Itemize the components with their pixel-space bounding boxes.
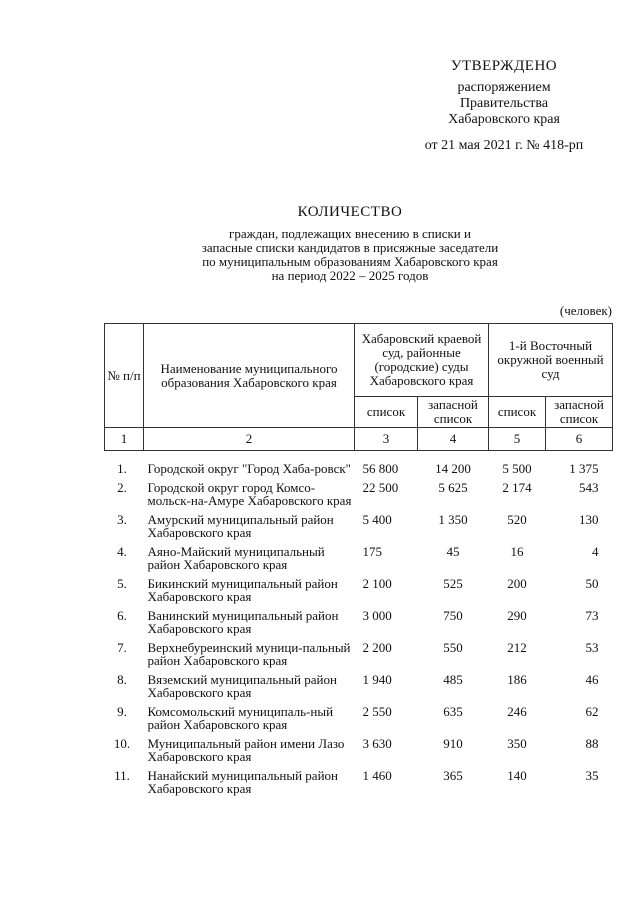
row-number: 11.	[114, 768, 130, 783]
unit-label: (человек)	[559, 303, 612, 318]
row-name: Городской округ "Город Хаба-ровск"	[147, 461, 351, 476]
approval-line-3: Хабаровского края	[448, 112, 560, 127]
row-reserve-military: 1 375	[569, 461, 599, 476]
row-number: 5.	[117, 576, 127, 591]
row-number: 6.	[117, 608, 127, 623]
row-reserve-military: 35	[585, 768, 599, 783]
row-reserve-regional: 525	[443, 576, 463, 591]
approval-stamp	[400, 58, 608, 154]
document-title	[140, 205, 560, 283]
col-number: 3	[355, 428, 418, 451]
table-row	[105, 769, 613, 801]
row-number: 3.	[117, 512, 127, 527]
row-reserve-military: 130	[579, 512, 599, 527]
row-reserve-regional: 910	[443, 736, 463, 751]
row-reserve-military: 73	[585, 608, 599, 623]
row-list-regional: 1 460	[362, 768, 392, 783]
row-reserve-military: 50	[585, 576, 599, 591]
table-row	[105, 462, 613, 481]
row-reserve-regional: 550	[443, 640, 463, 655]
col-number: 1	[105, 428, 144, 451]
row-reserve-regional: 635	[443, 704, 463, 719]
header-reserve-1: запасной список	[418, 397, 489, 428]
table-row	[105, 641, 613, 673]
row-reserve-regional: 750	[443, 608, 463, 623]
title-line-3: по муниципальным образованиям Хабаровского края	[202, 254, 498, 269]
approval-line-2: Правительства	[459, 96, 549, 111]
row-list-military: 200	[507, 576, 527, 591]
col-number: 6	[546, 428, 613, 451]
col-number: 5	[489, 428, 546, 451]
header-name: Наименование муниципального образования Хабаровского края	[144, 324, 355, 428]
row-list-military: 186	[507, 672, 527, 687]
row-list-regional: 3 630	[362, 736, 392, 751]
approval-heading: УТВЕРЖДЕНО	[450, 58, 558, 74]
table-row	[105, 481, 613, 513]
row-reserve-regional: 1 350	[438, 512, 468, 527]
row-number: 9.	[117, 704, 127, 719]
row-name: Нанайский муниципальный район Хабаровского края	[147, 768, 338, 796]
row-name: Амурский муниципальный район Хабаровского края	[147, 512, 334, 540]
row-reserve-military: 4	[592, 544, 599, 559]
row-reserve-military: 53	[585, 640, 599, 655]
row-list-military: 290	[507, 608, 527, 623]
row-list-military: 140	[507, 768, 527, 783]
title-line-1: граждан, подлежащих внесению в списки и	[229, 226, 471, 241]
row-list-regional: 1 940	[362, 672, 392, 687]
row-reserve-regional: 365	[443, 768, 463, 783]
row-name: Ванинский муниципальный район Хабаровского края	[147, 608, 339, 636]
row-number: 8.	[117, 672, 127, 687]
approval-date: от 21 мая 2021 г. № 418-рп	[424, 138, 584, 153]
row-reserve-regional: 14 200	[435, 461, 471, 476]
row-list-military: 16	[510, 544, 524, 559]
row-reserve-military: 62	[585, 704, 599, 719]
row-list-regional: 5 400	[362, 512, 392, 527]
header-num: № п/п	[105, 324, 144, 428]
row-list-military: 5 500	[502, 461, 532, 476]
row-list-military: 246	[507, 704, 527, 719]
row-list-regional: 3 000	[362, 608, 392, 623]
title-line-4: на период 2022 – 2025 годов	[271, 268, 429, 283]
table-body	[105, 451, 613, 802]
table-row	[105, 545, 613, 577]
row-reserve-regional: 45	[446, 544, 460, 559]
header-list-2: список	[489, 397, 546, 428]
row-list-regional: 56 800	[362, 461, 399, 476]
table-row	[105, 577, 613, 609]
row-name: Вяземский муниципальный район Хабаровского края	[147, 672, 337, 700]
row-list-military: 520	[507, 512, 527, 527]
row-list-regional: 2 550	[362, 704, 392, 719]
row-name: Бикинский муниципальный район Хабаровского края	[147, 576, 338, 604]
table-row	[105, 609, 613, 641]
row-reserve-military: 46	[585, 672, 599, 687]
row-list-regional: 2 100	[362, 576, 392, 591]
row-name: Аяно-Майский муниципальный район Хабаровского края	[147, 544, 325, 572]
header-list-1: список	[355, 397, 418, 428]
row-list-regional: 22 500	[362, 480, 399, 495]
table-row	[105, 673, 613, 705]
row-number: 2.	[117, 480, 127, 495]
header-court-regional: Хабаровский краевой суд, районные (городские) суды Хабаровского края	[355, 324, 489, 397]
table-row	[105, 513, 613, 545]
row-reserve-military: 88	[585, 736, 599, 751]
row-reserve-military: 543	[579, 480, 599, 495]
header-reserve-2: запасной список	[546, 397, 613, 428]
row-number: 4.	[117, 544, 127, 559]
row-name: Городской округ город Комсо-мольск-на-Амуре Хабаровского края	[147, 480, 352, 508]
col-number: 2	[144, 428, 355, 451]
row-reserve-regional: 485	[443, 672, 463, 687]
col-number: 4	[418, 428, 489, 451]
row-number: 1.	[117, 461, 127, 476]
header-court-military: 1-й Восточный окружной военный суд	[489, 324, 613, 397]
row-list-military: 212	[507, 640, 527, 655]
title-heading: КОЛИЧЕСТВО	[297, 204, 403, 220]
table-row	[105, 705, 613, 737]
row-list-regional: 2 200	[362, 640, 392, 655]
title-line-2: запасные списки кандидатов в присяжные заседатели	[201, 240, 499, 255]
row-name: Верхнебуреинский муници-пальный район Хабаровского края	[147, 640, 351, 668]
row-list-regional: 175	[362, 544, 382, 559]
row-name: Комсомольский муниципаль-ный район Хабаровского края	[147, 704, 334, 732]
row-list-military: 350	[507, 736, 527, 751]
row-name: Муниципальный район имени Лазо Хабаровского края	[147, 736, 345, 764]
row-number: 7.	[117, 640, 127, 655]
row-reserve-regional: 5 625	[438, 480, 468, 495]
approval-line-1: распоряжением	[457, 80, 551, 95]
quota-table	[104, 323, 613, 801]
row-number: 10.	[113, 736, 131, 751]
row-list-military: 2 174	[502, 480, 532, 495]
table-row	[105, 737, 613, 769]
